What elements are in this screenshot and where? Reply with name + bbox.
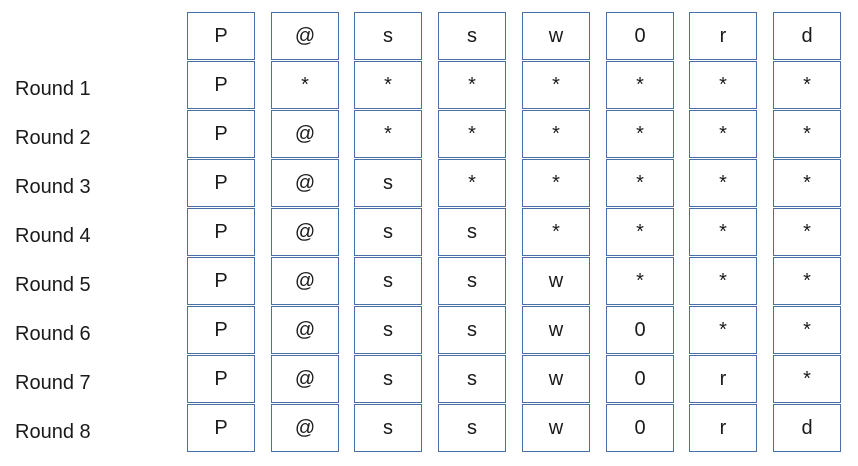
revealed-character-cell: @ xyxy=(271,257,339,305)
revealed-character-cell: * xyxy=(522,61,590,109)
revealed-character-cell: * xyxy=(773,61,841,109)
revealed-character-cell: s xyxy=(438,355,506,403)
round-row xyxy=(0,159,858,208)
revealed-character-cell: * xyxy=(689,306,757,354)
revealed-character-cell: * xyxy=(606,257,674,305)
header-character-cell: w xyxy=(522,12,590,60)
header-character-cell: s xyxy=(354,12,422,60)
revealed-character-cell: * xyxy=(606,110,674,158)
revealed-character-cell: * xyxy=(689,257,757,305)
revealed-character-cell: * xyxy=(689,159,757,207)
revealed-character-cell: * xyxy=(773,208,841,256)
header-row xyxy=(0,12,858,61)
round-label: Round 5 xyxy=(15,274,91,296)
revealed-character-cell: w xyxy=(522,257,590,305)
header-character-cell: P xyxy=(187,12,255,60)
revealed-character-cell: w xyxy=(522,355,590,403)
round-label: Round 3 xyxy=(15,176,91,198)
revealed-character-cell: s xyxy=(354,355,422,403)
round-row xyxy=(0,208,858,257)
revealed-character-cell: 0 xyxy=(606,306,674,354)
revealed-character-cell: * xyxy=(438,61,506,109)
revealed-character-cell: * xyxy=(773,306,841,354)
revealed-character-cell: * xyxy=(773,159,841,207)
round-row xyxy=(0,61,858,110)
revealed-character-cell: s xyxy=(354,404,422,452)
revealed-character-cell: w xyxy=(522,404,590,452)
revealed-character-cell: 0 xyxy=(606,355,674,403)
round-label: Round 4 xyxy=(15,225,91,247)
revealed-character-cell: s xyxy=(354,159,422,207)
revealed-character-cell: @ xyxy=(271,159,339,207)
revealed-character-cell: * xyxy=(606,208,674,256)
revealed-character-cell: w xyxy=(522,306,590,354)
header-character-cell: r xyxy=(689,12,757,60)
revealed-character-cell: s xyxy=(438,404,506,452)
revealed-character-cell: @ xyxy=(271,355,339,403)
header-character-cell: 0 xyxy=(606,12,674,60)
revealed-character-cell: * xyxy=(773,110,841,158)
header-character-cell: s xyxy=(438,12,506,60)
revealed-character-cell: @ xyxy=(271,110,339,158)
revealed-character-cell: * xyxy=(689,110,757,158)
round-label: Round 8 xyxy=(15,421,91,443)
revealed-character-cell: * xyxy=(354,110,422,158)
revealed-character-cell: P xyxy=(187,208,255,256)
round-row xyxy=(0,355,858,404)
revealed-character-cell: * xyxy=(689,208,757,256)
revealed-character-cell: * xyxy=(773,355,841,403)
revealed-character-cell: s xyxy=(354,306,422,354)
revealed-character-cell: * xyxy=(354,61,422,109)
revealed-character-cell: * xyxy=(606,61,674,109)
revealed-character-cell: s xyxy=(438,306,506,354)
revealed-character-cell: s xyxy=(354,257,422,305)
revealed-character-cell: * xyxy=(522,110,590,158)
revealed-character-cell: * xyxy=(438,110,506,158)
revealed-character-cell: 0 xyxy=(606,404,674,452)
revealed-character-cell: @ xyxy=(271,404,339,452)
round-row xyxy=(0,306,858,355)
round-label: Round 1 xyxy=(15,78,91,100)
round-label: Round 7 xyxy=(15,372,91,394)
revealed-character-cell: P xyxy=(187,110,255,158)
revealed-character-cell: r xyxy=(689,355,757,403)
revealed-character-cell: * xyxy=(689,61,757,109)
revealed-character-cell: s xyxy=(438,208,506,256)
round-label: Round 2 xyxy=(15,127,91,149)
revealed-character-cell: * xyxy=(606,159,674,207)
round-row xyxy=(0,110,858,159)
revealed-character-cell: d xyxy=(773,404,841,452)
revealed-character-cell: s xyxy=(354,208,422,256)
revealed-character-cell: * xyxy=(522,208,590,256)
revealed-character-cell: P xyxy=(187,306,255,354)
round-label: Round 6 xyxy=(15,323,91,345)
revealed-character-cell: * xyxy=(773,257,841,305)
revealed-character-cell: P xyxy=(187,404,255,452)
revealed-character-cell: @ xyxy=(271,306,339,354)
revealed-character-cell: * xyxy=(271,61,339,109)
round-row xyxy=(0,257,858,306)
revealed-character-cell: r xyxy=(689,404,757,452)
revealed-character-cell: @ xyxy=(271,208,339,256)
revealed-character-cell: P xyxy=(187,355,255,403)
header-character-cell: @ xyxy=(271,12,339,60)
revealed-character-cell: s xyxy=(438,257,506,305)
revealed-character-cell: P xyxy=(187,159,255,207)
revealed-character-cell: * xyxy=(438,159,506,207)
revealed-character-cell: P xyxy=(187,257,255,305)
revealed-character-cell: P xyxy=(187,61,255,109)
round-row xyxy=(0,404,858,453)
revealed-character-cell: * xyxy=(522,159,590,207)
header-character-cell: d xyxy=(773,12,841,60)
